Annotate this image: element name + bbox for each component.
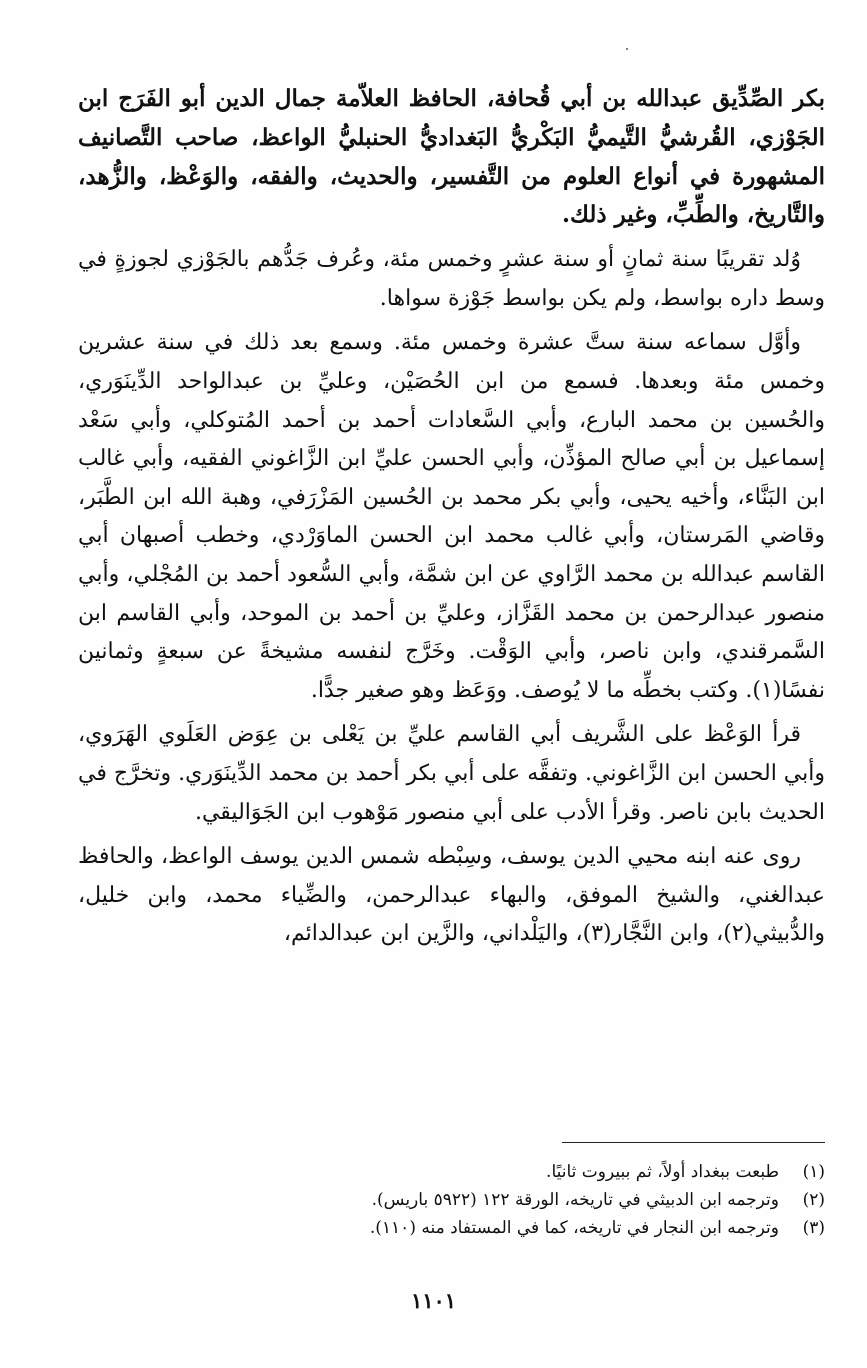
paragraph-narrators: روى عنه ابنه محيي الدين يوسف، وسِبْطه شمس الدين يوسف الواعظ، والحافظ عبدالغني، والشيخ الموفق، والبهاء عبدالرحمن، والضِّياء محمد، وابن خليل، والدُّبيثي(٢)، وابن النَّجَّار(٣)، واليَلْداني، والزَّين ابن عبدالدائم، (78, 844, 825, 947)
paragraph-intro: بكر الصِّدِّيق عبدالله بن أبي قُحافة، الحافظ العلاّمة جمال الدين أبو الفَرَج ابن الجَوْزي، القُرشيُّ التَّيميُّ البَكْريُّ البَغداديُّ الحنبليُّ الواعظ، صاحب التَّصانيف المشهورة في أنواع العلوم من التَّفسير، والحديث، والفقه، والوَعْظ، والزُّهد، والتَّاريخ، والطِّبِّ، وغير ذلك. (78, 85, 825, 229)
paragraph-study: قرأ الوَعْظ على الشَّريف أبي القاسم عليِّ بن يَعْلى بن عِوَض العَلَوي الهَرَوي، وأبي الحسن ابن الزَّاغوني. وتفقَّه على أبي بكر أحمد بن محمد الدِّينَوَري. وتخرَّج في الحديث بابن ناصر. وقرأ الأدب على أبي منصور مَوْهوب ابن الجَوَاليقي. (78, 722, 825, 825)
body-text (78, 80, 825, 954)
scan-speck (626, 48, 628, 50)
paragraph-hearing: وأوَّل سماعه سنة ستَّ عشرة وخمس مئة. وسمع بعد ذلك في سنة عشرين وخمس مئة وبعدها. فسمع من ابن الحُصَيْن، وعليِّ بن عبدالواحد الدِّينَوَري، والحُسين بن محمد البارع، وأبي السَّعادات أحمد بن أحمد المُتوكلي، وأبي سَعْد إسماعيل بن أبي صالح المؤذِّن، وأبي الحسن عليِّ ابن الزَّاغوني الفقيه، وأبي غالب ابن البَنَّاء، وأخيه يحيى، وأبي بكر محمد بن الحُسين المَزْرَفي، وهبة الله ابن الطَّبَر، وقاضي المَرستان، وأبي غالب محمد ابن الحسن الماوَرْدي، وخطب أصبهان أبي القاسم عبدالله بن محمد الرَّاوي عن ابن شمَّة، وأبي السُّعود أحمد بن المُجْلي، وأبي منصور عبدالرحمن بن محمد القَزَّاز، وعليِّ بن أحمد بن الموحد، وأبي القاسم ابن السَّمرقندي، وابن ناصر، وأبي الوَقْت. وخَرَّج لنفسه مشيخةً عن سبعةٍ وثمانين نفسًا(١). وكتب بخطِّه ما لا يُوصف. ووَعَظ وهو صغير جدًّا. (78, 330, 825, 703)
footnote-text: وترجمه ابن النجار في تاريخه، كما في المستفاد منه (١١٠). (369, 1218, 779, 1238)
footnote-2 (65, 1186, 825, 1214)
footnote-3 (65, 1214, 825, 1242)
footnote-text: طبعت ببغداد أولاً، ثم ببيروت ثانيًا. (546, 1162, 779, 1182)
paragraph-birth: وُلد تقريبًا سنة ثمانٍ أو سنة عشرٍ وخمس مئة، وعُرف جَدُّهم بالجَوْزي لجوزةٍ في وسط داره بواسط، ولم يكن بواسط جَوْزة سواها. (78, 247, 825, 311)
footnote-text: وترجمه ابن الدبيثي في تاريخه، الورقة ١٢٢ (٥٩٢٢ باريس). (371, 1190, 779, 1210)
page-number: ١١٠١ (410, 1288, 457, 1313)
footnote-number: (٣) (802, 1218, 825, 1238)
footnote-number: (٢) (802, 1190, 825, 1210)
footnotes (65, 1158, 825, 1242)
footnote-separator (562, 1142, 825, 1143)
footnote-1 (65, 1158, 825, 1186)
footnote-number: (١) (802, 1162, 825, 1182)
